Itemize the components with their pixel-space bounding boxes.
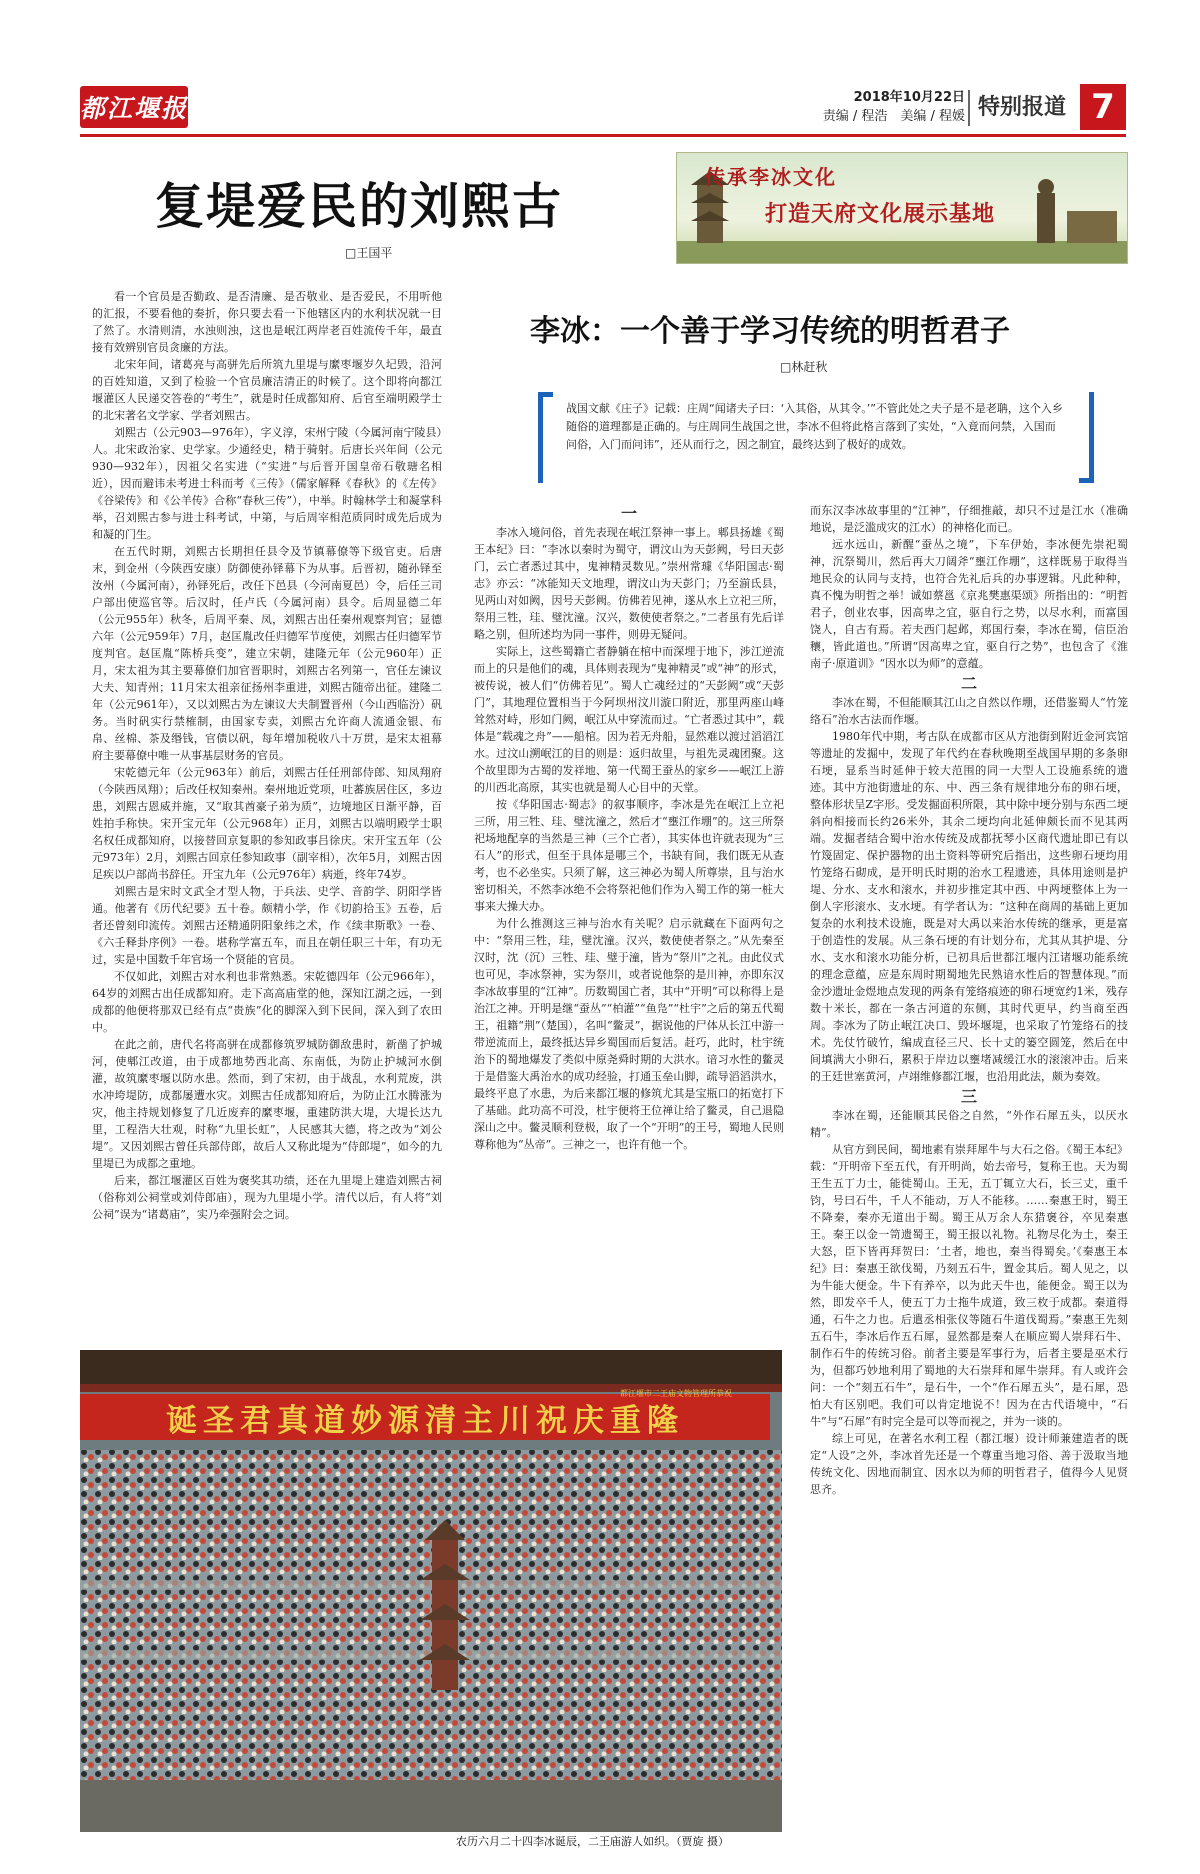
article2-paragraph: 李冰入境问俗，首先表现在岷江祭神一事上。郫县扬雄《蜀王本纪》曰：“李冰以秦时为蜀守，谓汶山为天彭阙，号曰天彭门，云亡者悉过其中，鬼神精灵数见。”崇州常璩《华阳国志·蜀志》亦云：“冰能知天文地理，谓汶山为天彭门；乃至湔氐县，见两山对如阙，因号天彭阙。仿佛若见神，遂从水上立祀三所，祭用三牲，珪、璧沈潼。汉兴，数使使者祭之。”二者虽有先后详略之别，但所述均为同一事件，则毋无疑问。: [474, 526, 784, 641]
article2-paragraph: 1980年代中期，考古队在成都市区从方池街到附近金河宾馆等遗址的发掘中，发现了年代约在春秋晚期至战国早期的多条卵石埂，显系当时延伸于较大范围的同一大型人工设施系统的遗迹。其中方池街遗址的东、中、西三条有规律地分布的卵石埂，整体形状呈Z字形。受发掘面积所限，其中除中埂分别与东西二埂斜向相接而长约26米外，其余二埂均向北延伸颇长而不见其两端。发掘者结合蜀中治水传统及成都抚琴小区商代遗址即已有以竹篾固定、保护器物的出土资料等研究后指出，这些卵石埂均用竹笼络石砌成，是开明氏时期的治水工程遗迹，具体用途则是护堤、分水、支水和滚水，并初步推定其中西、中两埂整体上为一倒人字形滚水、支水埂。有学者认为：“这种在商周的基础上更加复杂的水利技术设施，既是对大禹以来治水传统的继承，更是富于创造性的发展。从三条石埂的有计划分布，尤其从其护堤、分水、支水和滚水功能分析，已初具后世都江堰内江诸堰功能系统的理念意蕴，应是东周时期蜀地先民熟谙水性后的智慧体现。”而金沙遗址金煜地点发现的两条有笼络痕迹的卵石埂宽约1米，残存数十米长，都在一条古河道的东侧，其时代更早，约当商至西周。李冰为了防止岷江决口、毁坏堰堤，也采取了竹笼络石的技术。先仗竹破竹，编成直径三尺、长十丈的篓空圆笼，然后在中间填满大小卵石，累积于岸边以壅堵减缓江水的滚滚冲击。后来的王廷世塞黄河，卢翊维修都江堰，也沿用此法，颇为奏效。: [810, 730, 1128, 1083]
article1-body: [92, 288, 442, 1323]
article2-body-col1: [474, 502, 784, 1322]
temple-banner-text: 诞圣君真道妙源清主川祝庆重隆: [166, 1402, 684, 1439]
masthead-rule: [80, 134, 1126, 137]
section-number: 三: [960, 1087, 977, 1106]
article2-paragraph: 实际上，这些蜀籍亡者静躺在棺中而深埋于地下，涉江逆流而上的只是他们的魂，具体则表现为“鬼神精灵”或“神”的形式，被传说，被人们“仿佛若见”。蜀人亡魂经过的“天彭阙”或“天彭门”，其地理位置相当于今阿坝州汶川漩口附近，那里两座山峰耸然对峙，形如门阙，岷江从中穿流而过。“亡者悉过其中”，载体是“载魂之舟”——船棺。因为若无舟船，显然难以渡过滔滔江水。过汶山溯岷江的目的则是：返归故里，与祖先灵魂团聚。这个故里即为古蜀的发祥地、第一代蜀王蚕丛的家乡——岷江上游的川西北高原，其实也就是蜀人心目中的天堂。: [474, 645, 784, 794]
article2-paragraph: 为什么推测这三神与治水有关呢？启示就藏在下面两句之中：“祭用三牲，珪，璧沈潼。汉兴，数使使者祭之。”从先秦至汉时，沈（沉）三牲、珪、璧于潼，皆为“祭川”之礼。由此仪式也可见，李冰祭神，实为祭川，或者说他祭的是川神，亦即东汉李冰故事里的“江神”。历数蜀国亡者，其中“开明”可以称得上是治江之神。开明是继“蚕丛”“柏灌”“鱼凫”“杜宇”之后的第五代蜀王，祖籍“荆”（楚国），名叫“鳖灵”，据说他的尸体从长江中游一带逆流而上，最终抵达异乡蜀国而后复活。赶巧，此时，杜宇统治下的蜀地爆发了类似中原尧舜时期的大洪水。谙习水性的鳖灵于是借鉴大禹治水的成功经验，打通玉垒山脚，疏导滔滔洪水，最终平息了水患，为后来都江堰的修筑尤其是宝瓶口的拓宽打下了基础。此功高不可没，杜宇便将王位禅让给了鳖灵，自己退隐深山之中。鳖灵顺利登极，取了一个“开明”的王号，蜀地人民则尊称他为“丛帝”。三神之一，也许有他一个。: [474, 917, 784, 1151]
article2-paragraph: 李冰在蜀，还能顺其民俗之自然，“外作石犀五头，以厌水精”。: [810, 1109, 1128, 1139]
page-number: 7: [1080, 84, 1126, 130]
article1-paragraph: 北宋年间，诸葛亮与高骈先后所筑九里堤与縻枣堰岁久圮毁，沿河的百姓知道，又到了检验一个官员廉洁清正的时候了。这个即将向都江堰灌区人民递交答卷的“考生”，就是时任成都知府、后官至端明殿学士的北宋著名文学家、学者刘熙古。: [92, 358, 442, 422]
article2-title: 李冰：一个善于学习传统的明哲君子: [530, 314, 1010, 349]
article2-paragraph: 按《华阳国志·蜀志》的叙事顺序，李冰是先在岷江上立祀三所，用三牲、珪、璧沈潼之，然后才“壅江作堋”的。这三所祭祀场地配享的当然是三神（三个亡者），其实体也许就表现为“三石人”的形式，但至于具体是哪三个，书缺有间，我们既无从查考，也不必坐实。只须了解，这三神必为蜀人所尊崇，且与治水密切相关，不然李冰绝不会将祭祀他们作为入蜀工作的第一桩大事来大操大办。: [474, 798, 784, 913]
article2-author: □林赶秋: [780, 360, 828, 374]
article1-paragraph: 看一个官员是否勤政、是否清廉、是否敬业、是否爱民，不用听他的汇报，不要看他的奏折，你只要去看一下他辖区内的水利状况就一目了然了。水清则清，水浊则浊，这也是岷江两岸老百姓流传千年，最直接有效辨别官员贪廉的方法。: [92, 290, 442, 354]
section-title: 特别报道: [978, 95, 1067, 120]
article2-body-col2: [810, 502, 1128, 1857]
article1-paragraph: 刘熙古是宋时文武全才型人物，于兵法、史学、音韵学、阴阳学皆通。他著有《历代纪要》五十卷。颇精小学，作《切韵拾玉》五卷，后者还曾刻印流传。刘熙古还精通阴阳象纬之术，作《续聿斯歌》一卷、《六壬释卦序例》一卷。堪称学富五车，而且在朝任职三十年，有功无过，实是中国数千年官场一个贤能的官员。: [92, 885, 442, 966]
editor-credits: 责编 / 程浩 美编 / 程媛: [822, 109, 965, 124]
article2-paragraph: 而东汉李冰故事里的“江神”，仔细推敲，却只不过是江水（准确地说，是泛滥成灾的江水）的神格化而已。: [810, 504, 1128, 534]
article2-intro-box: [538, 392, 1094, 478]
article1-paragraph: 刘熙古（公元903—976年），字义淳，宋州宁陵（今属河南宁陵县）人。北宋政治家、史学家。少通经史，精于骑射。后唐长兴年间（公元930—932年），因祖父名实进（“实进”与后晋开国皇帝石敬瑭名相近），因而避讳未考进士科而考《三传》（儒家解释《春秋》的《左传》《谷梁传》和《公羊传》合称“春秋三传”），中举。时翰林学士和凝掌科举，召刘熙古参与进士科考试，中第，与后周宰相范质同时成先后成为和凝的门生。: [92, 426, 442, 541]
banner-line-2: 打造天府文化展示基地: [765, 202, 996, 227]
banner-line-1: 传承李冰文化: [705, 165, 837, 189]
culture-banner: [676, 152, 1128, 264]
newspaper-logo: 都江堰报: [80, 86, 188, 128]
article2-paragraph: 李冰在蜀，不但能顺其江山之自然以作堋，还借鉴蜀人“竹笼络石”治水古法而作堰。: [810, 696, 1128, 726]
temple-banner: [80, 1394, 770, 1440]
article1-author: □王国平: [345, 246, 393, 260]
article1-paragraph: 在此之前，唐代名将高骈在成都修筑罗城防御敌患时，新凿了护城河，使郫江改道，由于成都地势西北高、东南低，为防止护城河水倒灌，故筑縻枣堰以防水患。然而，到了宋初，由于战乱，水利荒废，洪水冲垮堤防，成都屡遭水灾。刘熙古任成都知府后，为防止江水腾涨为灾，他主持规划修复了几近废弃的縻枣堰，重建防洪大堤，大堤长达九里，工程浩大壮观，时称“九里长虹”，人民感其大德，将之改为“刘公堤”。又因刘熙古曾任兵部侍郎，故后人又称此堤为“侍郎堤”，如今的九里堤已为成都之重地。: [92, 1038, 442, 1170]
issue-info: [823, 88, 965, 126]
article1-paragraph: 宋乾德元年（公元963年）前后，刘熙古任任刑部侍郎、知凤翔府（今陕西凤翔）；后改任权知秦州。秦州地近党项，吐蕃族居住区，多边患，刘熙古恩威并施，又“取其酋豪子弟为质”，边境地区日渐平静，百姓拍手称快。宋开宝元年（公元968年）正月，刘熙古以端明殿学士职名权任成都知府，以接替回京复职的参知政事吕徐庆。宋开宝五年（公元973年）2月，刘熙古回京任参知政事（副宰相），次年5月，刘熙古因足疾以户部尚书辞任。开宝九年（公元976年）病逝，终年74岁。: [92, 766, 442, 881]
article2-paragraph: 从官方到民间，蜀地素有崇拜犀牛与大石之俗。《蜀王本纪》载：“开明帝下至五代，有开明尚，始去帝号，复称王也。天为蜀王生五丁力士，能徙蜀山。王无，五丁辄立大石，长三丈，重千钧，号曰石牛，千人不能动，万人不能移。……秦惠王时，蜀王不降秦，秦亦无道出于蜀。蜀王从万余人东猎褒谷，卒见秦惠王。秦王以金一笥遗蜀王，蜀王报以礼物。礼物尽化为土，秦王大怒，臣下皆再拜贺曰：‘土者，地也，秦当得蜀矣。’《秦惠王本纪》曰：秦惠王欲伐蜀，乃刻五石牛，置金其后。蜀人见之，以为牛能大便金。牛下有养卒，以为此天牛也，能便金。蜀王以为然，即发卒千人，使五丁力士拖牛成道，致三枚于成都。秦道得通，石牛之力也。后遣丞相张仪等随石牛道伐蜀焉。”秦惠王先刻五石牛，李冰后作五石犀，显然都是秦人在顺应蜀人崇拜石牛、制作石牛的传统习俗。前者主要是军事行为，后者主要是巫术行为，但都巧妙地利用了蜀地的大石崇拜和犀牛崇拜。有人或许会问：一个“刻五石牛”，是石牛，一个“作石犀五头”，是石犀，恐怕大有区别吧。我们可以肯定地说不！因为在古代语境中，“石牛”与“石犀”有时完全是可以等而视之，并为一谈的。: [810, 1143, 1128, 1428]
intro-bracket-left: [538, 392, 553, 483]
article1-title: 复堤爱民的刘熙古: [155, 178, 564, 235]
article1-paragraph: 后来，都江堰灌区百姓为褒奖其功绩，还在九里堤上建造刘熙古祠（俗称刘公祠堂或刘侍郎庙），现为九里堤小学。清代以后，有人将“刘公祠”误为“诸葛庙”，实乃牵强附会之词。: [92, 1174, 442, 1221]
section-number: 二: [960, 674, 977, 693]
section-number: 一: [620, 504, 637, 523]
article2-paragraph: 综上可见，在著名水利工程（都江堰）设计师兼建造者的既定“人设”之外，李冰首先还是一个尊重当地习俗、善于汲取当地传统文化、因地而制宜、因水以为师的明哲君子，值得今人见贤思齐。: [810, 1432, 1128, 1496]
header-divider: [968, 90, 970, 126]
intro-bracket-right: [1079, 392, 1094, 483]
photo-caption: 农历六月二十四李冰诞辰，二王庙游人如织。（贾旋 摄）: [452, 1832, 733, 1850]
article1-paragraph: 在五代时期，刘熙古长期担任县令及节镇幕僚等下级官吏。后唐末，到金州（今陕西安康）防御使孙铎幕下为从事。后晋初，随孙铎至汝州（今属河南），孙铎死后，改任下邑县（今河南夏邑）令，后任三司户部出使巡官等。后汉时，任卢氏（今属河南）县令。后周显德二年（公元955年）秋冬，后周平秦、凤，刘熙古出任秦州观察判官；显德六年（公元959年）7月，赵匡胤改任归德军节度使，刘熙古任归德军节度判官。赵匡胤“陈桥兵变”，建立宋朝，建隆元年（公元960年）正月，宋太祖为其主要幕僚们加官晋职时，刘熙古名列第一，官任左谏议大夫、知青州；11月宋太祖亲征扬州李重进，刘熙古随帝出征。建隆二年（公元961年），又以刘熙古为左谏议大夫制置晋州（今山西临汾）矾务。当时矾实行禁榷制，由国家专卖，刘熙古允许商人流通金银、布帛、丝棉、茶及缗钱，官债以矾，每年增加税收八十万贯，是宋太祖幕府主要幕僚中唯一从事基层财务的官员。: [92, 545, 442, 762]
temple-crowd-photo: [80, 1350, 782, 1832]
article1-paragraph: 不仅如此，刘熙古对水利也非常熟悉。宋乾德四年（公元966年），64岁的刘熙古出任成都知府。走下高高庙堂的他，深知江湖之远，一到成都的他便将那双已经有点“贵族”化的脚深入到下民间，深入到了农田中。: [92, 970, 442, 1034]
temple-banner-small: 都江堰市二王庙文物管理所恭祝: [620, 1389, 732, 1398]
issue-date: 2018年10月22日: [853, 90, 965, 105]
article2-intro: 战国文献《庄子》记载：庄周“闻诸夫子曰：‘入其俗，从其令。’”不管此处之夫子是不是老聃，这个入乡随俗的道理都是正确的。与庄周同生战国之世，李冰不但将此格言落到了实处，“入竟而问禁，入国而问俗，入门而问讳”，还从而行之，因之制宜，最终达到了极好的成效。: [566, 402, 1063, 451]
article2-paragraph: 远水远山，新醒“蚕丛之境”，下车伊始，李冰便先崇祀蜀神，沉祭蜀川，然后再大刀阔斧“壅江作堋”，这样既易于取得当地民众的认同与支持，也符合先礼后兵的办事逻辑。凡此种种，真不愧为明哲之举！诚如蔡邕《京兆樊惠渠颂》所指出的：“明哲君子，创业农事，因高卑之宜，驱自行之势，以尽水利，而富国饶人，自古有焉。若夫西门起邺，郑国行秦，李冰在蜀，信臣治穰，皆此道也。”所谓“因高卑之宜，驱自行之势”，也包含了《淮南子·原道训》“因水以为师”的意蕴。: [810, 538, 1128, 670]
